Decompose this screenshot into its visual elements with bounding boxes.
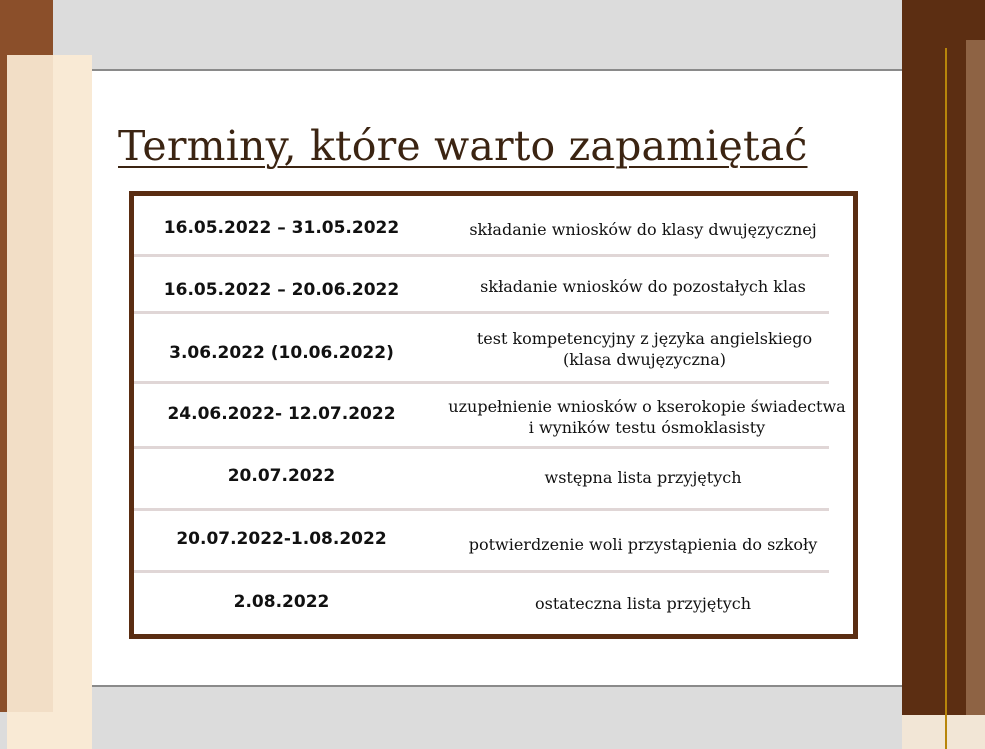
decorative-band-left-cream	[7, 55, 92, 749]
row-description: test kompetencyjny z języka angielskiego (klasa dwujęzyczna)	[476, 329, 813, 369]
row-date: 16.05.2022 – 20.06.2022	[163, 280, 400, 300]
row-description: uzupełnienie wniosków o kserokopie świadectwa i wyników testu ósmoklasisty	[448, 397, 846, 437]
row-separator	[134, 381, 829, 384]
row-date: 3.06.2022 (10.06.2022)	[169, 343, 394, 363]
row-description: ostateczna lista przyjętych	[534, 594, 752, 613]
row-separator	[134, 254, 829, 257]
row-description: składanie wniosków do pozostałych klas	[480, 277, 806, 296]
row-date: 2.08.2022	[233, 592, 330, 612]
decorative-band-right-mid	[966, 40, 985, 749]
slide-title: Terminy, które warto zapamiętać	[118, 122, 808, 170]
row-separator	[134, 508, 829, 511]
row-separator	[134, 446, 829, 449]
row-date: 20.07.2022	[227, 466, 336, 486]
row-date: 16.05.2022 – 31.05.2022	[163, 218, 400, 238]
decorative-band-right-bottom	[902, 715, 985, 749]
row-description: wstępna lista przyjętych	[544, 468, 742, 487]
row-date: 20.07.2022-1.08.2022	[176, 529, 387, 549]
decorative-gold-line	[945, 48, 947, 749]
schedule-table	[129, 191, 858, 639]
row-description: potwierdzenie woli przystąpienia do szkoły	[468, 535, 818, 554]
row-date: 24.06.2022- 12.07.2022	[167, 404, 396, 424]
row-description: składanie wniosków do klasy dwujęzycznej	[469, 220, 817, 239]
row-separator	[134, 570, 829, 573]
row-separator	[134, 311, 829, 314]
